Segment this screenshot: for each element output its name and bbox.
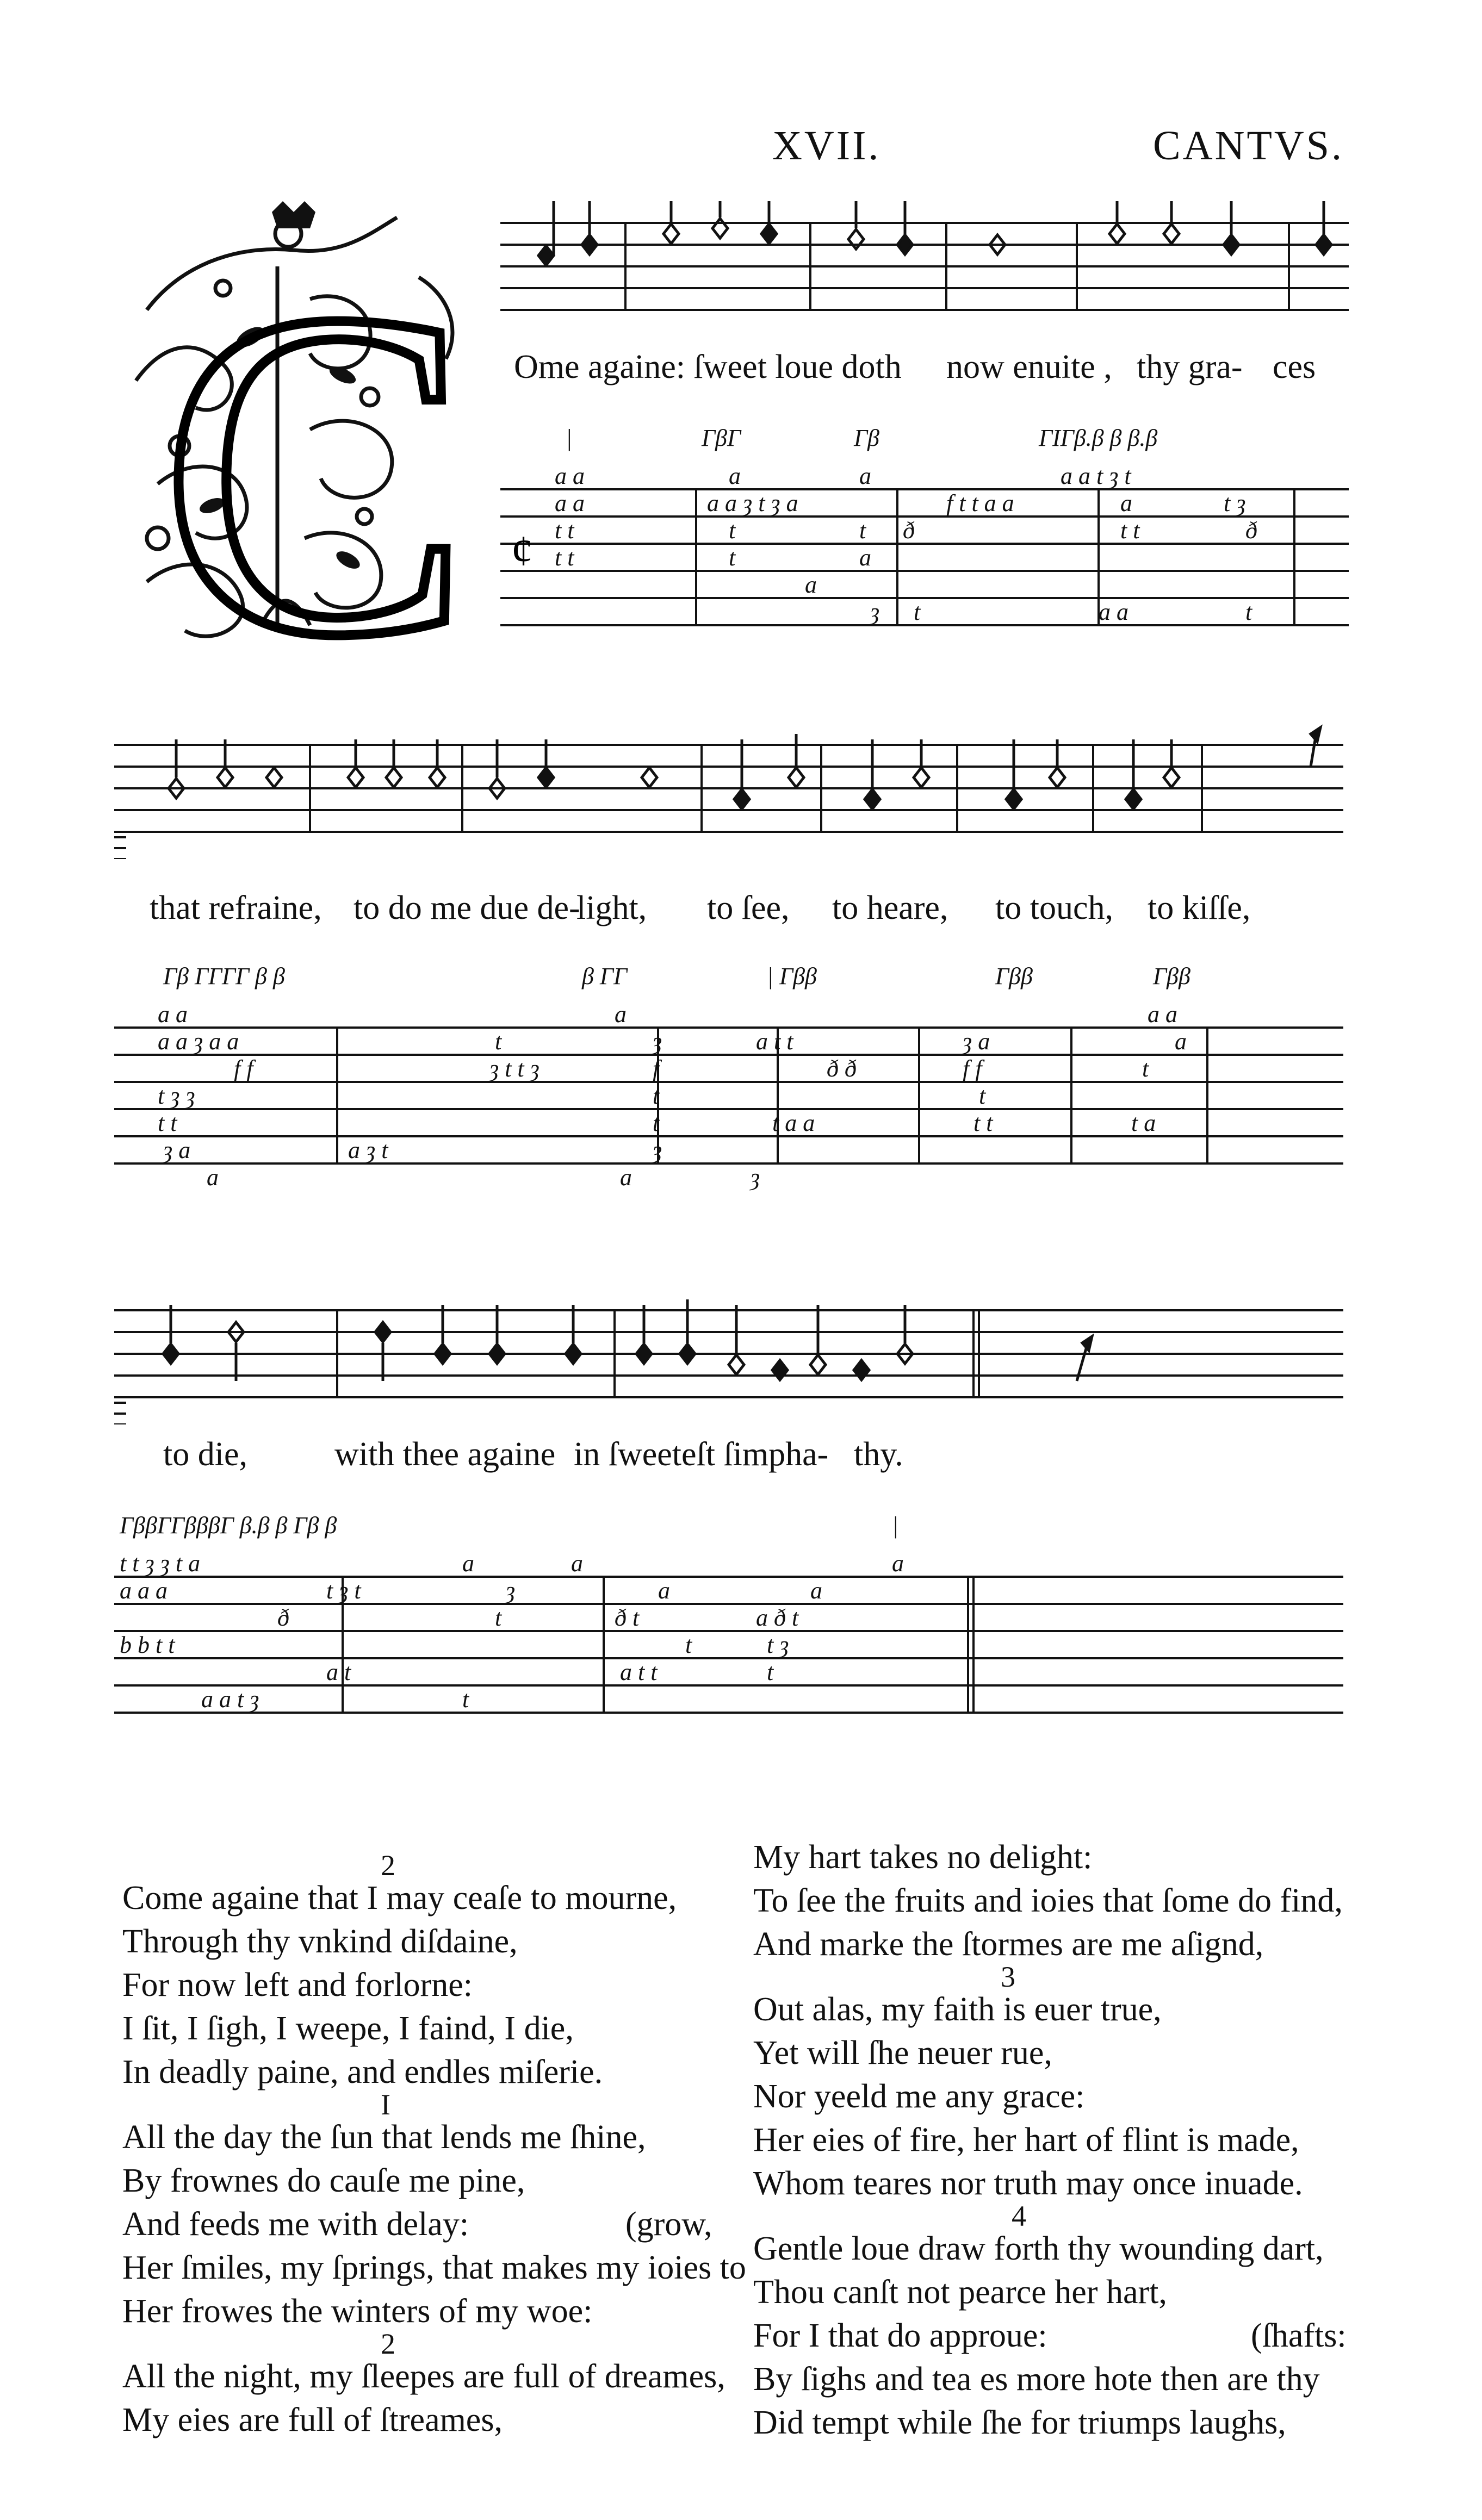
svg-text:b b t t: b b t t — [120, 1632, 175, 1658]
svg-text:t a a: t a a — [772, 1110, 815, 1136]
svg-text:t: t — [685, 1632, 692, 1658]
svg-text:ΓΙΓβ.β β β.β: ΓΙΓβ.β β β.β — [1039, 425, 1158, 451]
svg-text:Γβ ΓΓΓΓ β β: Γβ ΓΓΓΓ β β — [163, 963, 285, 990]
svg-text:a a ȝ a a: a a ȝ a a — [158, 1028, 239, 1055]
svg-text:a: a — [658, 1577, 670, 1604]
verse-right-line-10: Thou canſt not pearce her hart, — [753, 2274, 1167, 2311]
verse-left-line-10: Her frowes the winters of my woe: — [122, 2293, 593, 2330]
lyric-3-3: in ſweeteſt ſimpha- — [574, 1436, 829, 1473]
svg-text:ΓββΓΓβββΓ β.β β Γβ β: ΓββΓΓβββΓ β.β β Γβ β — [120, 1512, 337, 1539]
svg-text:a: a — [892, 1550, 904, 1577]
svg-text:a a: a a — [158, 1001, 188, 1028]
verse-right-line-11: For I that do approue: — [753, 2317, 1047, 2354]
svg-text:t t ȝ ȝ t a: t t ȝ ȝ t a — [120, 1550, 201, 1577]
svg-text:ȝ: ȝ — [653, 1028, 662, 1055]
svg-text:ð: ð — [277, 1604, 289, 1631]
svg-text:a a: a a — [555, 490, 585, 517]
svg-text:Γββ: Γββ — [1153, 963, 1190, 990]
svg-text:t ȝ ȝ: t ȝ ȝ — [158, 1082, 195, 1109]
verse-right-line-13: Did tempt while ſhe for triumps laughs, — [753, 2404, 1286, 2441]
svg-text:f t t a a: f t t a a — [946, 490, 1014, 517]
svg-text:a: a — [859, 544, 871, 571]
verse-right-line-3: And marke the ſtormes are me aſignd, — [753, 1926, 1264, 1963]
svg-text:ȝ: ȝ — [751, 1164, 760, 1191]
song-number: XVII. — [772, 123, 881, 169]
verse-right-line-7: Her eies of fire, her hart of flint is made, — [753, 2121, 1299, 2158]
svg-text:t t: t t — [1120, 517, 1140, 544]
verse-left-line-2: Through thy vnkind diſdaine, — [122, 1923, 518, 1960]
svg-text:a t t: a t t — [620, 1659, 658, 1685]
lute-tablature-1 — [500, 413, 1349, 652]
cantus-staff-2 — [114, 723, 1343, 859]
verse-right-turnover: (ſhafts: — [1251, 2317, 1347, 2354]
svg-text:a t: a t — [326, 1659, 351, 1685]
svg-text:t: t — [859, 517, 866, 544]
svg-text:t: t — [729, 517, 736, 544]
svg-text:β ΓΓ: β ΓΓ — [582, 963, 627, 990]
decorated-initial — [114, 201, 495, 674]
verse-left-line-6: All the day the ſun that lends me ſhine, — [122, 2119, 646, 2156]
svg-text:ð t: ð t — [615, 1604, 640, 1631]
svg-text:f: f — [653, 1055, 660, 1082]
svg-text:t: t — [653, 1110, 660, 1136]
svg-text:t: t — [495, 1604, 502, 1631]
svg-text:t ȝ t: t ȝ t — [326, 1577, 361, 1604]
lute-tablature-2 — [114, 951, 1343, 1212]
svg-text:t: t — [914, 599, 921, 625]
svg-text:ȝ a: ȝ a — [963, 1028, 990, 1055]
voice-part-title: CANTVS. — [1153, 123, 1344, 169]
svg-text:a: a — [805, 571, 817, 598]
lyric-3-2: with thee againe — [334, 1436, 556, 1473]
svg-text:f f: f f — [963, 1055, 982, 1082]
svg-text:a: a — [1175, 1028, 1187, 1055]
verse-right-line-4: Out alas, my faith is euer true, — [753, 1991, 1162, 2028]
verse-left-line-5: In deadly paine, and endles miſerie. — [122, 2054, 603, 2090]
svg-text:ȝ t t ȝ: ȝ t t ȝ — [489, 1055, 540, 1082]
svg-text:t: t — [979, 1082, 986, 1109]
lute-tablature-3 — [114, 1501, 1343, 1745]
svg-text:a: a — [620, 1164, 632, 1191]
svg-text:a a a: a a a — [120, 1577, 168, 1604]
svg-text:Γβ: Γβ — [854, 425, 879, 451]
verse-number: 2 — [381, 1849, 395, 1882]
verse-right-line-6: Nor yeeld me any grace: — [753, 2078, 1085, 2115]
svg-text:a: a — [207, 1164, 219, 1191]
verse-left-line-12: My eies are full of ſtreames, — [122, 2401, 503, 2438]
svg-text:a: a — [1120, 490, 1132, 517]
svg-text:t t: t t — [555, 544, 574, 571]
initial-letter-c: C — [159, 215, 472, 674]
svg-text:a a t ȝ: a a t ȝ — [201, 1686, 259, 1713]
svg-text:a a: a a — [1099, 599, 1128, 625]
verse-right-line-12: By ſighs and tea es more hote then are thy — [753, 2361, 1320, 2398]
svg-text:ȝ a: ȝ a — [163, 1137, 191, 1163]
cantus-staff-1 — [500, 201, 1349, 321]
ornament-foliage-icon — [114, 201, 495, 674]
verse-right-line-2: To ſee the fruits and ioies that ſome do find, — [753, 1882, 1343, 1919]
cantus-staff-3 — [114, 1283, 1343, 1424]
verse-left-line-8: And feeds me with delay: — [122, 2206, 469, 2243]
svg-text:t: t — [653, 1082, 660, 1109]
svg-text:t ȝ: t ȝ — [1224, 490, 1246, 517]
svg-text:| Γββ: | Γββ — [767, 963, 817, 990]
svg-text:f f: f f — [234, 1055, 253, 1082]
svg-text:a a: a a — [555, 463, 585, 489]
lyric-3-4: thy. — [854, 1436, 903, 1473]
svg-text:ȝ: ȝ — [870, 599, 880, 625]
verse-left-line-4: I ſit, I ſigh, I weepe, I faind, I die, — [122, 2010, 574, 2047]
verse-left-line-1: Come againe that I may ceaſe to mourne, — [122, 1880, 677, 1917]
verse-right-line-5: Yet will ſhe neuer rue, — [753, 2034, 1052, 2071]
verse-left-line-3: For now left and forlorne: — [122, 1967, 473, 2003]
lyric-2-6: to touch, — [995, 889, 1113, 926]
svg-text:a: a — [571, 1550, 583, 1577]
svg-text:t: t — [495, 1028, 502, 1055]
lyric-2-5: to heare, — [832, 889, 948, 926]
svg-text:a ȝ t: a ȝ t — [348, 1137, 388, 1163]
svg-text:|: | — [566, 425, 573, 451]
lyric-2-1: that refraine, — [150, 889, 322, 926]
verse-left-turnover: (grow, — [625, 2206, 712, 2243]
svg-text:t t: t t — [555, 517, 574, 544]
lyric-2-7: to kiſſe, — [1148, 889, 1251, 926]
verse-left-line-9: Her ſmiles, my ſprings, that makes my ioies to — [122, 2249, 746, 2286]
svg-text:a: a — [810, 1577, 822, 1604]
svg-text:a: a — [615, 1001, 627, 1028]
svg-text:¢: ¢ — [511, 527, 533, 575]
svg-text:t ȝ: t ȝ — [767, 1632, 789, 1658]
svg-text:ð ð: ð ð — [827, 1055, 857, 1082]
lyric-1-3: thy gra- — [1137, 349, 1243, 385]
svg-text:|: | — [892, 1512, 899, 1539]
lyric-1-2: now enuite , — [946, 349, 1112, 385]
svg-text:t: t — [729, 544, 736, 571]
verse-number: I — [381, 2088, 390, 2121]
verse-right-line-8: Whom teares nor truth may once inuade. — [753, 2165, 1303, 2202]
svg-text:ȝ: ȝ — [653, 1137, 662, 1163]
svg-text:Γββ: Γββ — [995, 963, 1033, 990]
lyric-1-4: ces — [1273, 349, 1316, 385]
svg-text:a: a — [462, 1550, 474, 1577]
svg-text:ΓβΓ: ΓβΓ — [702, 425, 741, 451]
svg-text:ð: ð — [1245, 517, 1257, 544]
svg-text:a a: a a — [1148, 1001, 1177, 1028]
svg-text:t: t — [1142, 1055, 1149, 1082]
svg-text:t: t — [462, 1686, 469, 1713]
svg-text:a t t: a t t — [756, 1028, 793, 1055]
svg-text:t: t — [767, 1659, 774, 1685]
svg-text:a a t ȝ t: a a t ȝ t — [1061, 463, 1131, 489]
svg-text:t: t — [1245, 599, 1252, 625]
lyric-2-3: light, — [576, 889, 647, 926]
svg-text:a ð t: a ð t — [756, 1604, 799, 1631]
svg-text:a a ȝ t ȝ a: a a ȝ t ȝ a — [707, 490, 798, 517]
svg-text:t a: t a — [1131, 1110, 1156, 1136]
verse-number: 2 — [381, 2328, 395, 2360]
lyric-1-1: Ome againe: ſweet loue doth — [514, 349, 902, 385]
lyric-3-1: to die, — [163, 1436, 247, 1473]
lyric-2-2: to do me due de- — [354, 889, 580, 926]
verse-left-line-11: All the night, my ſleepes are full of dreames, — [122, 2358, 726, 2395]
verse-right-line-1: My hart takes no delight: — [753, 1839, 1093, 1876]
verse-number: 3 — [1001, 1961, 1015, 1993]
verse-number: 4 — [1012, 2200, 1026, 2232]
svg-text:t t: t t — [158, 1110, 177, 1136]
verse-right-line-9: Gentle loue draw forth thy wounding dart, — [753, 2230, 1324, 2267]
verse-left-line-7: By frownes do cauſe me pine, — [122, 2162, 525, 2199]
svg-text:ȝ: ȝ — [506, 1577, 516, 1604]
svg-text:ð: ð — [903, 517, 915, 544]
lyric-2-4: to ſee, — [707, 889, 790, 926]
svg-text:a: a — [729, 463, 741, 489]
svg-text:t t: t t — [973, 1110, 993, 1136]
svg-text:a: a — [859, 463, 871, 489]
